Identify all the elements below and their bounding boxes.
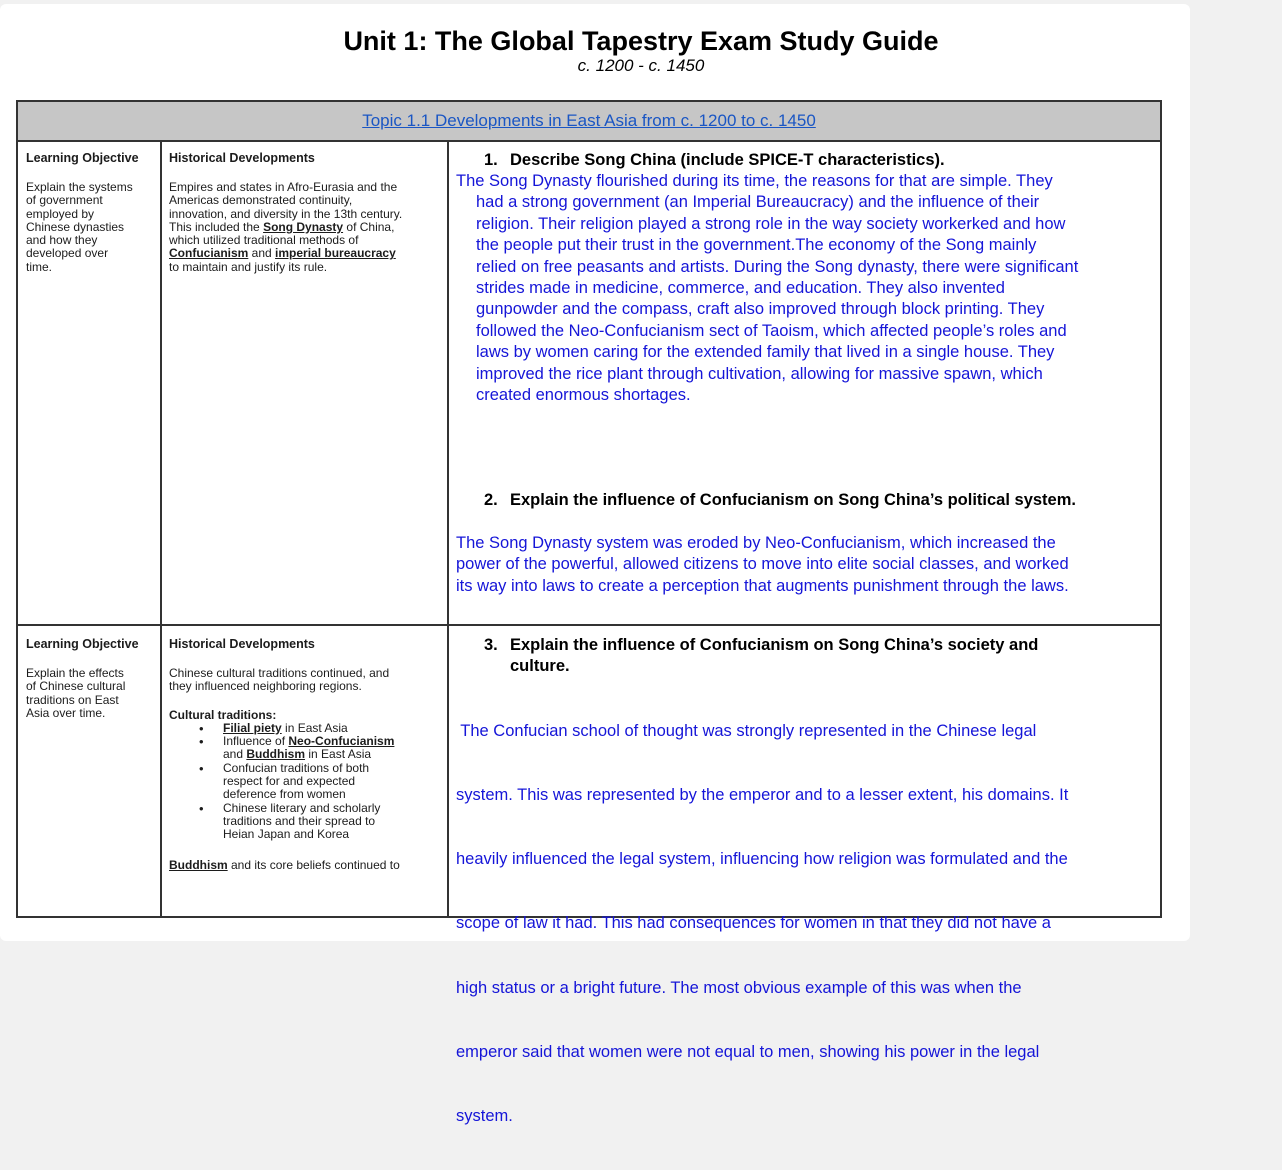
- learning-objective-label: Learning Objective: [26, 637, 139, 651]
- learning-objective-cell-1: Learning Objective Explain the systems of government employed by Chinese dynasties and how they developed over time.: [26, 151, 158, 274]
- column-divider: [447, 140, 449, 916]
- list-item: • Influence of Neo-Confucianism and Buddhism in East Asia: [169, 735, 445, 762]
- song-dynasty-term: Song Dynasty: [263, 219, 344, 234]
- list-item: • Confucian traditions of both respect for and expected deference from women: [169, 762, 445, 802]
- cultural-traditions-list: [169, 722, 445, 842]
- buddhism-term: Buddhism: [246, 747, 306, 762]
- question-1: 1. Describe Song China (include SPICE-T characteristics).: [484, 151, 945, 169]
- learning-objective-cell-2: Learning Objective Explain the effects of Chinese cultural traditions on East Asia over time.: [26, 637, 158, 720]
- imperial-bureaucracy-term: imperial bureaucracy: [275, 246, 396, 261]
- page-title: Unit 1: The Global Tapestry Exam Study Guide: [343, 26, 939, 56]
- study-guide-table: [16, 100, 1162, 1126]
- confucianism-term: Confucianism: [169, 246, 249, 261]
- document-header: [0, 26, 1282, 76]
- answer-3: The Confucian school of thought was strongly represented in the Chinese legal system. This was represented by the emperor and to a lesser extent, his domains. It heavily influenced the legal system, influencing how religion was formulated and the scope of law it had. This had consequences for women in that they did not have a high status or a bright future. The most obvious example of this was when the emperor said that women were not equal to men, showing his power in the legal system.: [456, 721, 1069, 1126]
- list-item: • Filial piety in East Asia: [169, 722, 445, 735]
- row-divider: [18, 624, 1160, 626]
- answer-1: The Song Dynasty flourished during its time, the reasons for that are simple. They had a strong government (an Imperial Bureaucracy) and the influence of their religion. Their religion played a strong role in the way society workerked and how the people put their trust in the government.The economy of the Song mainly relied on free peasants and artists. During the Song dynasty, there were significant strides made in medicine, commerce, and education. They also invented gunpowder and the compass, craft also improved through block printing. They followed the Neo-Confucianism sect of Taoism, which affected people’s roles and laws by women caring for the extended family that lived in a single house. They improved the rice plant through cultivation, allowing for massive spawn, which created enormous shortages.: [456, 172, 1079, 405]
- historical-developments-cell-1: Historical Developments Empires and states in Afro-Eurasia and the Americas demonstrated continuity, innovation, and diversity in the 13th century. This included the Song Dynasty of China, which utilized traditional methods of Confucianism and imperial bureaucracy to maintain and justify its rule.: [169, 151, 445, 274]
- column-divider: [160, 140, 162, 916]
- answer-2: The Song Dynasty system was eroded by Neo-Confucianism, which increased the power of the powerful, allowed citizens to move into elite social classes, and worked its way into laws to create a perception that augments punishment through the laws.: [456, 534, 1069, 595]
- date-range: c. 1200 - c. 1450: [577, 56, 705, 75]
- historical-developments-cell-2: Historical Developments Chinese cultural traditions continued, and they influenced neighboring regions. Cultural traditions: • Filial piety in East Asia • Influence of Neo-Confucianism and Buddhism in East Asia • Confucian traditions of both respect for and expected deference from women • Chinese literary and scholarly traditions and their spread to Heian Japan and Korea Buddhism and its core beliefs continued to: [169, 637, 445, 872]
- historical-developments-label: Historical Developments: [169, 151, 315, 165]
- historical-developments-label: Historical Developments: [169, 637, 315, 651]
- learning-objective-label: Learning Objective: [26, 151, 139, 165]
- topic-heading-link[interactable]: Topic 1.1 Developments in East Asia from c. 1200 to c. 1450: [18, 102, 1160, 142]
- filial-piety-term: Filial piety: [223, 720, 282, 735]
- buddhism-term: Buddhism: [169, 857, 228, 872]
- question-3: 3. Explain the influence of Confucianism on Song China’s society and culture.: [484, 636, 1039, 675]
- cultural-traditions-label: Cultural traditions:: [169, 707, 277, 722]
- list-item: • Chinese literary and scholarly traditions and their spread to Heian Japan and Korea: [169, 802, 445, 842]
- question-2: 2. Explain the influence of Confucianism on Song China’s political system.: [484, 491, 1076, 509]
- neo-confucianism-term: Neo-Confucianism: [288, 734, 395, 749]
